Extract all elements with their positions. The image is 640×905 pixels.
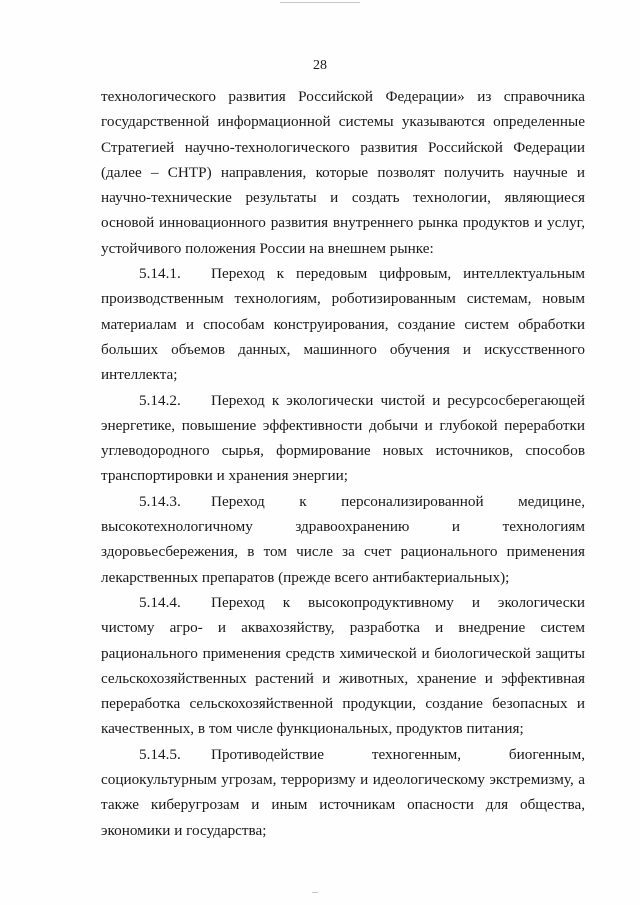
scan-artifact-bottom: [312, 892, 318, 893]
clause-number: 5.14.4.: [139, 593, 181, 611]
clause-number: 5.14.1.: [139, 265, 181, 283]
paragraph-5-14-5: [101, 742, 585, 843]
paragraph-text: Переход к передовым цифровым, интеллектуальным производственным технологиям, роботизированным системам, новым материалам и способам конструирования, создание систем обработки больших объемов данных, машинного обучения и искусственного интеллекта;: [101, 265, 585, 384]
paragraph-text: Переход к высокопродуктивному и экологически чистому агро- и аквахозяйству, разработка и внедрение систем рационального применения средств химической и биологической защиты сельскохозяйственных растений и животных, хранение и эффективная переработка сельскохозяйственной продукции, создание безопасных и качественных, в том числе функциональных, продуктов питания;: [101, 593, 585, 738]
paragraph-5-14-1: [101, 261, 585, 387]
clause-number: 5.14.2.: [139, 391, 181, 409]
paragraph-5-14-4: [101, 590, 585, 742]
clause-number: 5.14.3.: [139, 492, 181, 510]
paragraph-text: Переход к персонализированной медицине, высокотехнологичному здравоохранению и технологиям здоровьесбережения, в том числе за счет рационального применения лекарственных препаратов (прежде всего антибактериальных);: [101, 492, 585, 586]
page-number: 28: [313, 58, 327, 73]
scan-artifact-top: [280, 2, 360, 3]
paragraph-5-14-3: [101, 489, 585, 590]
clause-number: 5.14.5.: [139, 745, 181, 763]
paragraph-text: технологического развития Российской Федерации» из справочника государственной информационной системы указываются определенные Стратегией научно-технологического развития Российской Федерации (далее – СНТР) направления, которые позволят получить научные и научно-технические результаты и создать технологии, являющиеся основой инновационного развития внутреннего рынка продуктов и услуг, устойчивого положения России на внешнем рынке:: [101, 88, 585, 257]
paragraph-intro: [101, 84, 585, 261]
paragraph-5-14-2: [101, 388, 585, 489]
paragraph-text: Противодействие техногенным, биогенным, социокультурным угрозам, терроризму и идеологическому экстремизму, а также киберугрозам и иным источникам опасности для общества, экономики и государства;: [101, 745, 585, 839]
document-body: [101, 84, 585, 843]
paragraph-text: Переход к экологически чистой и ресурсосберегающей энергетике, повышение эффективности добычи и глубокой переработки углеводородного сырья, формирование новых источников, способов транспортировки и хранения энергии;: [101, 391, 585, 485]
